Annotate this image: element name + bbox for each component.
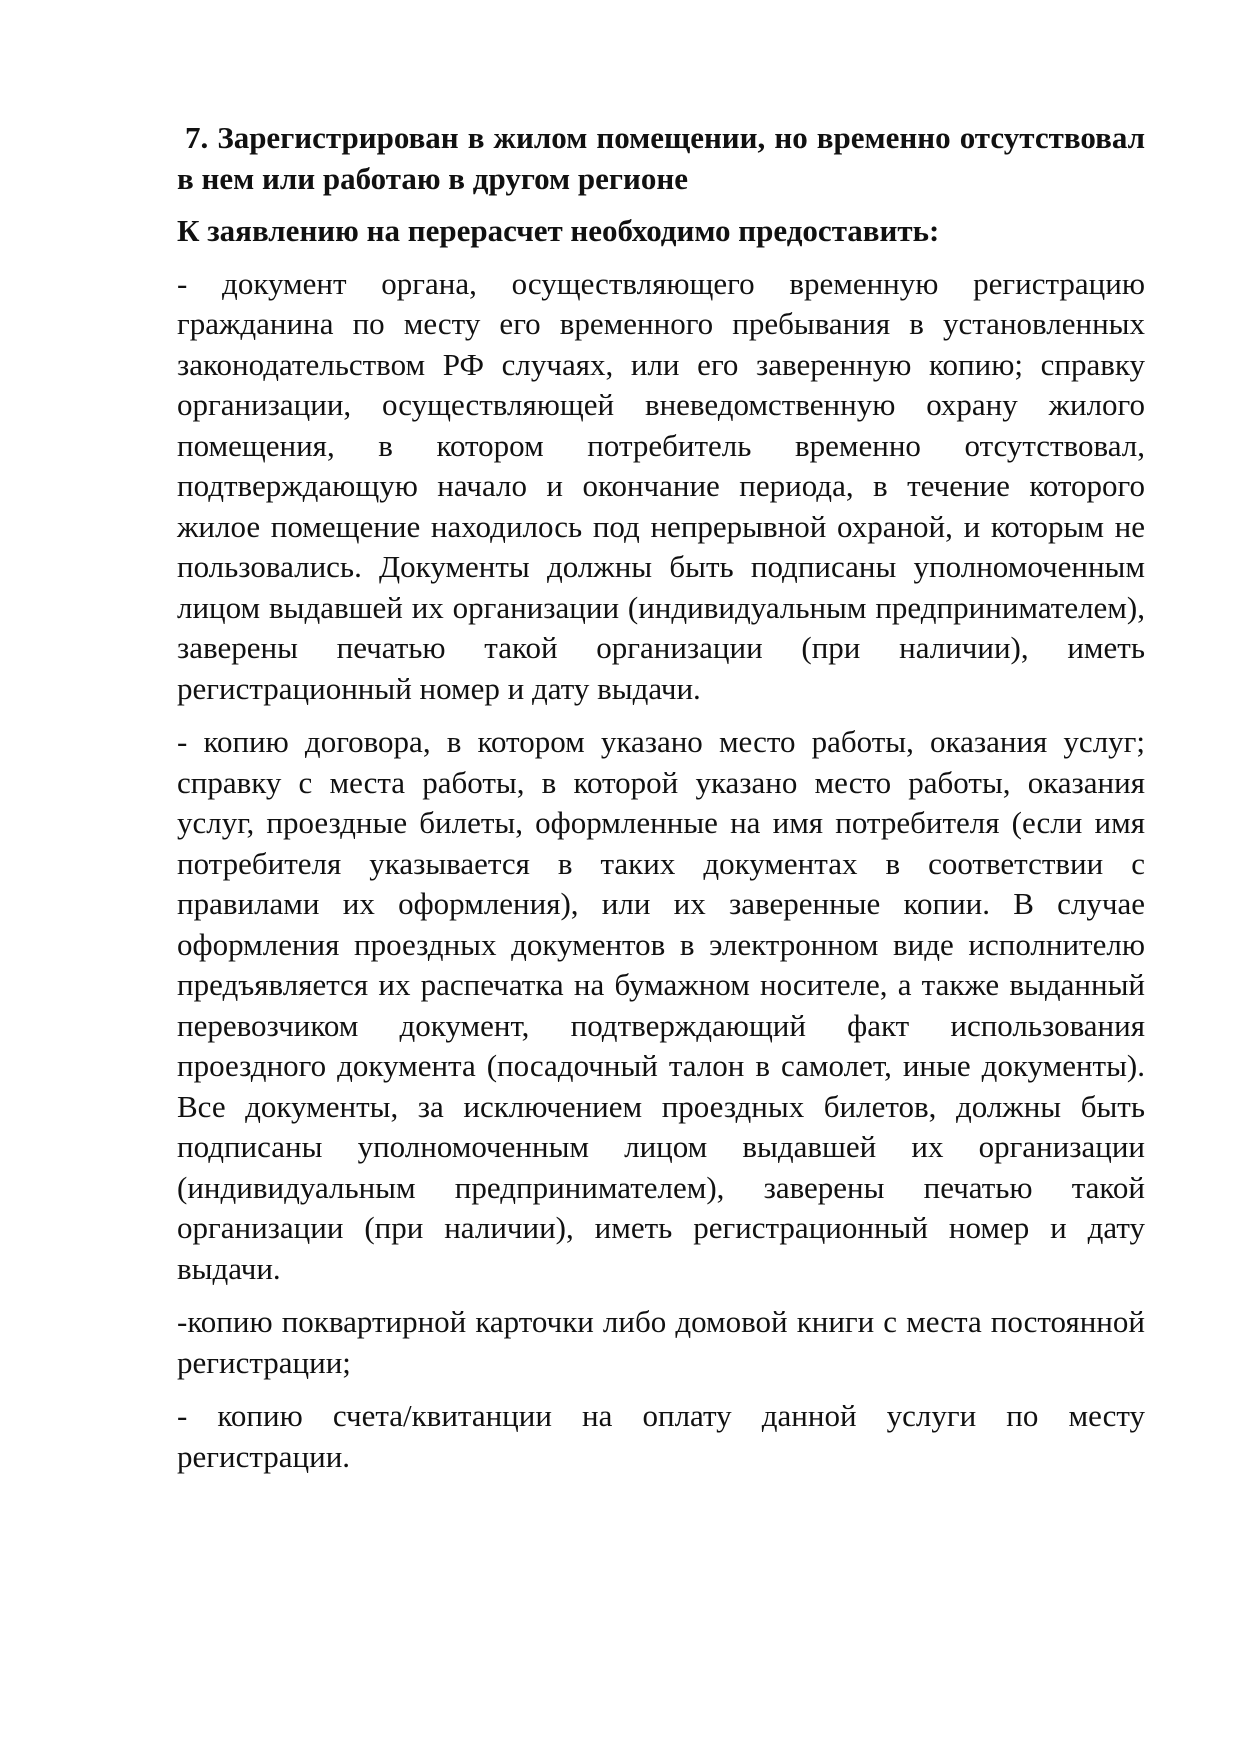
requirement-item-housing-card: -копию поквартирной карточки либо домовой книги с места постоянной регистрации; [177,1304,1145,1380]
requirements-heading: К заявлению на перерасчет необходимо предоставить: [177,213,940,248]
section-number: 7. [185,120,209,155]
section-heading [177,118,1145,199]
requirement-item-temporary-registration: - документ органа, осуществляющего временную регистрацию гражданина по месту его временного пребывания в установленных законодательством РФ случаях, или его заверенную копию; справку организации, осуществляющей вневедомственную охрану жилого помещения, в котором потребитель временно отсутствовал, подтверждающую начало и окончание периода, в течение которого жилое помещение находилось под непрерывной охраной, и которым не пользовались. Документы должны быть подписаны уполномоченным лицом выдавшей их организации (индивидуальным предпринимателем), заверены печатью такой организации (при наличии), иметь регистрационный номер и дату выдачи. [177,265,1145,706]
requirement-item-work-contract: - копию договора, в котором указано место работы, оказания услуг; справку с места работы, в которой указано место работы, оказания услуг, проездные билеты, оформленные на имя потребителя (если имя потребителя указывается в таких документах в соответствии с правилами их оформления), или их заверенные копии. В случае оформления проездных документов в электронном виде исполнителю предъявляется их распечатка на бумажном носителе, а также выданный перевозчиком документ, подтверждающий факт использования проездного документа (посадочный талон в самолет, иные документы). Все документы, за исключением проездных билетов, должны быть подписаны уполномоченным лицом выдавшей их организации (индивидуальным предпринимателем), заверены печатью такой организации (при наличии), иметь регистрационный номер и дату выдачи. [177,724,1145,1286]
document-page [177,118,1145,1477]
requirement-item-payment-receipt: - копию счета/квитанции на оплату данной услуги по месту регистрации. [177,1398,1145,1474]
section-title: Зарегистрирован в жилом помещении, но временно отсутствовал в нем или работаю в другом регионе [177,120,1145,196]
